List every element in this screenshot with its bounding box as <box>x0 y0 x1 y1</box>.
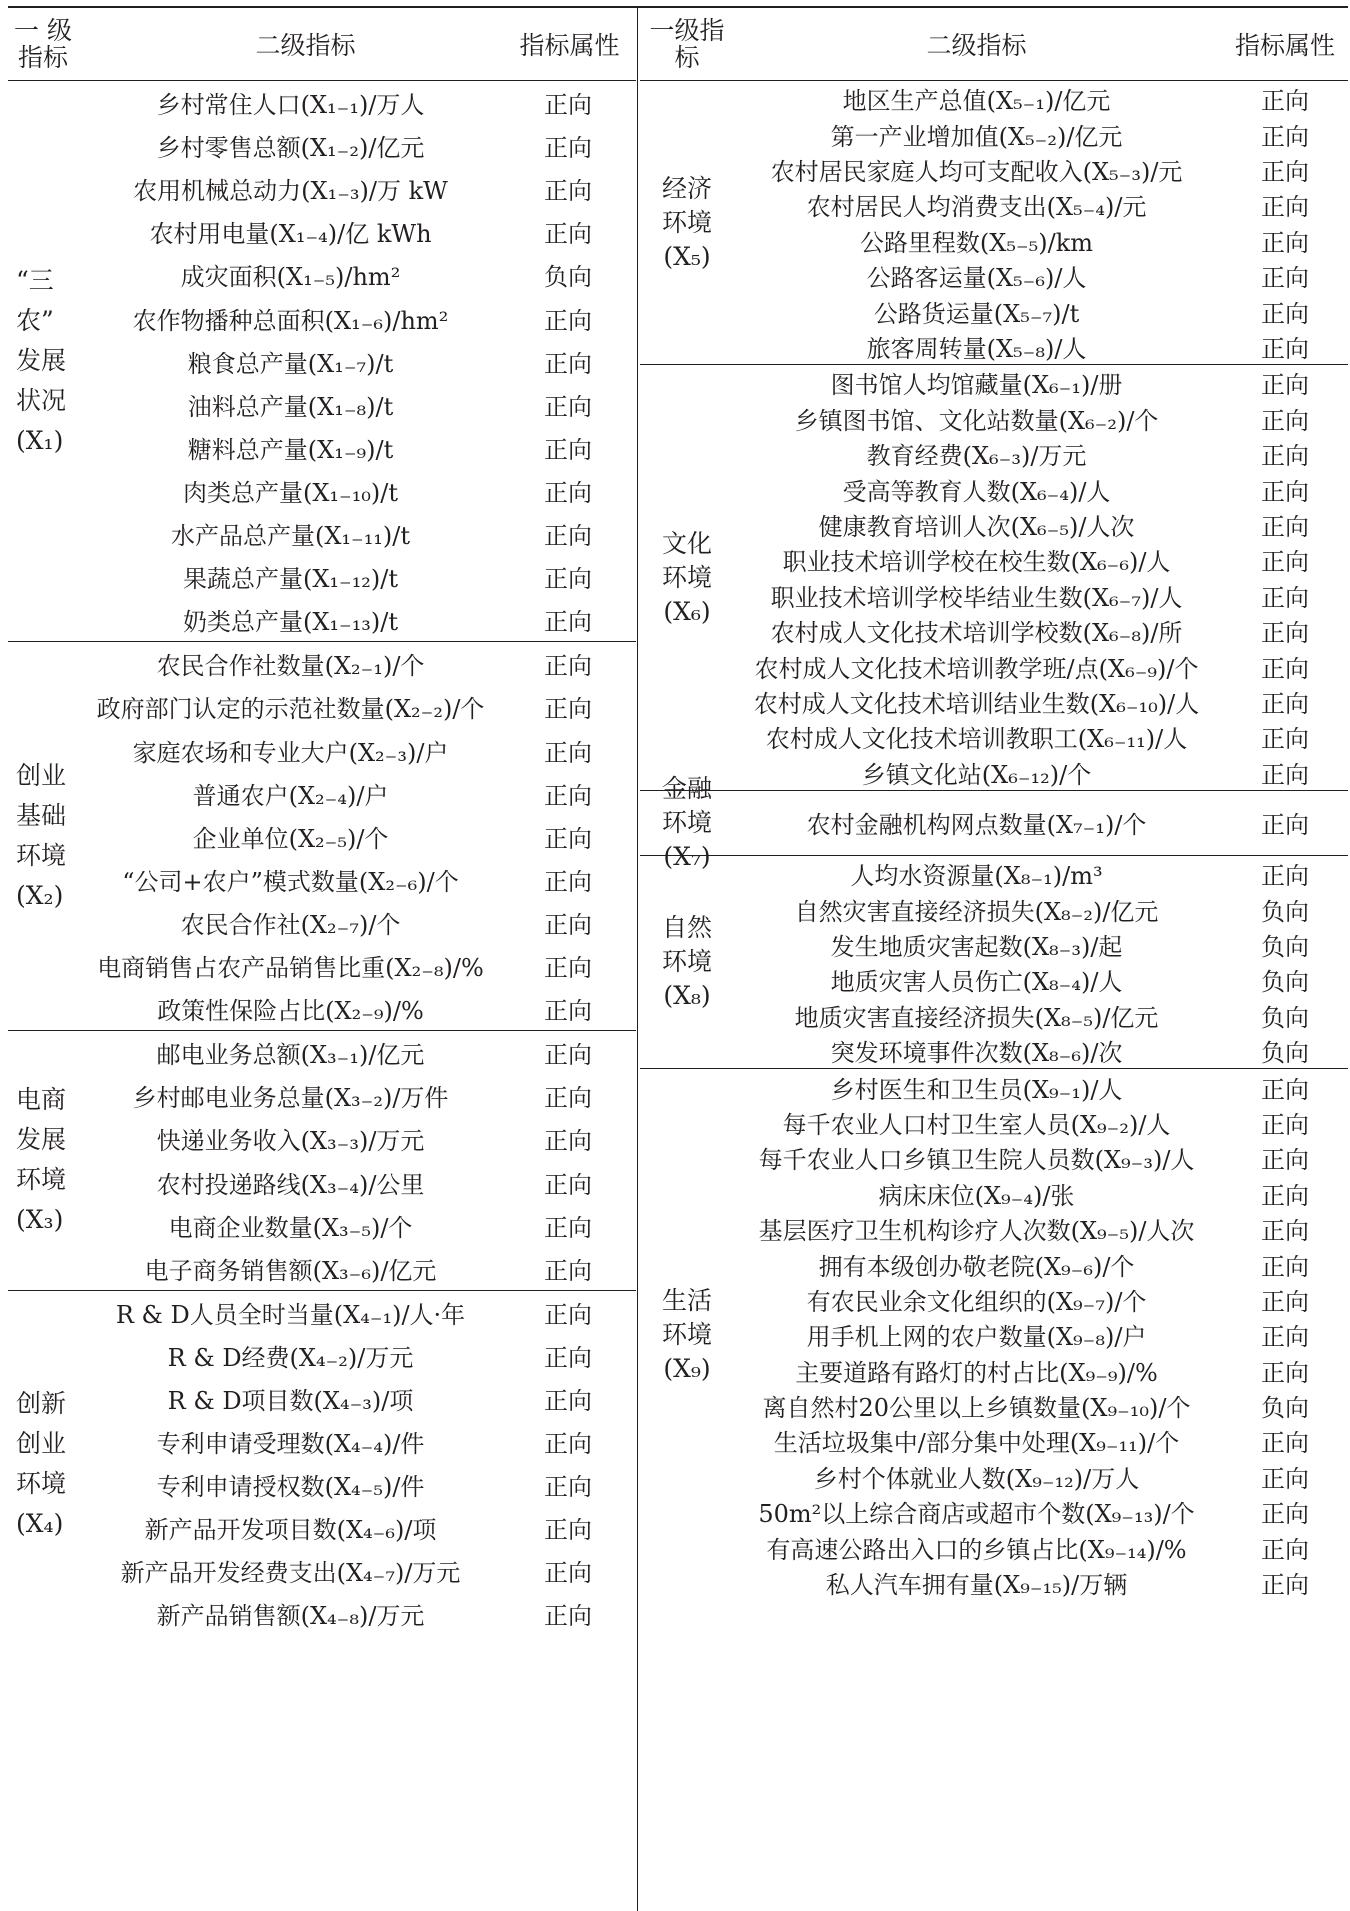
attribute-cell: 正向 <box>544 1300 592 1329</box>
attribute-cell: 正向 <box>544 695 592 724</box>
attribute-cell: 正向 <box>1261 1464 1309 1493</box>
attribute-cell: 正向 <box>1261 371 1309 400</box>
table-row <box>78 1420 636 1463</box>
indicator-cell: 肉类总产量(X₁₋₁₀)/t <box>182 478 399 507</box>
indicator-cell: 生活垃圾集中/部分集中处理(X₉₋₁₁)/个 <box>773 1429 1180 1458</box>
indicator-cell: 农村成人文化技术培训学校数(X₆₋₈)/所 <box>770 619 1183 648</box>
attribute-cell: 正向 <box>1261 1252 1309 1281</box>
attribute-cell: 正向 <box>544 738 592 767</box>
table-row <box>78 815 636 858</box>
table-row <box>734 613 1348 648</box>
table-row <box>78 253 636 296</box>
attribute-cell: 负向 <box>1261 1039 1309 1068</box>
table-row <box>734 1529 1348 1564</box>
group-rows <box>734 1069 1348 1600</box>
indicator-cell: 拥有本级创办敬老院(X₉₋₆)/个 <box>818 1252 1135 1281</box>
attribute-cell: 正向 <box>1261 862 1309 891</box>
table-row <box>78 512 636 555</box>
indicator-cell: 新产品销售额(X₄₋₈)/万元 <box>156 1602 425 1631</box>
attribute-cell: 正向 <box>544 392 592 421</box>
table-row <box>78 383 636 426</box>
group-rows <box>734 81 1348 364</box>
column-separator <box>637 8 638 1911</box>
table-row <box>734 998 1348 1033</box>
attribute-cell: 正向 <box>544 306 592 335</box>
indicator-cell: 农村居民人均消费支出(X₅₋₄)/元 <box>806 193 1147 222</box>
attribute-cell: 正向 <box>1261 760 1309 789</box>
indicator-cell: 私人汽车拥有量(X₉₋₁₅)/万辆 <box>825 1571 1128 1600</box>
table-row <box>734 329 1348 364</box>
table-row <box>734 1459 1348 1494</box>
group-rows <box>78 1291 636 1636</box>
indicator-cell: 农村成人文化技术培训教职工(X₆₋₁₁)/人 <box>765 725 1188 754</box>
table-row <box>734 648 1348 683</box>
indicator-cell: 乡村零售总额(X₁₋₂)/亿元 <box>156 134 425 163</box>
attribute-cell: 正向 <box>544 349 592 378</box>
group-name: “三 农” 发展 状况 (X₁) <box>16 266 67 456</box>
table-row <box>734 578 1348 613</box>
attribute-cell: 负向 <box>1261 968 1309 997</box>
indicator-cell: 发生地质灾害起数(X₈₋₃)/起 <box>830 932 1123 961</box>
indicator-cell: 农作物播种总面积(X₁₋₆)/hm² <box>132 306 449 335</box>
attribute-cell: 正向 <box>1261 442 1309 471</box>
group-rows <box>734 791 1348 855</box>
group-rows <box>734 365 1348 790</box>
table-row <box>78 1549 636 1592</box>
indicator-group <box>8 81 636 642</box>
indicator-cell: 政府部门认定的示范社数量(X₂₋₂)/个 <box>96 695 485 724</box>
indicator-cell: 专利申请受理数(X₄₋₄)/件 <box>156 1430 425 1459</box>
indicator-cell: 旅客周转量(X₅₋₈)/人 <box>866 334 1087 363</box>
table-row <box>734 1176 1348 1211</box>
indicator-cell: 乡村邮电业务总量(X₃₋₂)/万件 <box>132 1084 449 1113</box>
indicator-cell: “公司+农户”模式数量(X₂₋₆)/个 <box>122 867 459 896</box>
indicator-cell: 受高等教育人数(X₆₋₄)/人 <box>842 477 1111 506</box>
attribute-cell: 正向 <box>1261 299 1309 328</box>
indicator-cell: 新产品开发项目数(X₄₋₆)/项 <box>144 1516 437 1545</box>
indicator-cell: 农村投递路线(X₃₋₄)/公里 <box>156 1170 425 1199</box>
attribute-cell: 正向 <box>1261 406 1309 435</box>
attribute-cell: 正向 <box>1261 512 1309 541</box>
indicator-group <box>8 1031 636 1291</box>
attribute-cell: 正向 <box>1261 1500 1309 1529</box>
group-name: 金融 环境(X₇) <box>661 773 712 871</box>
indicator-cell: 普通农户(X₂₋₄)/户 <box>192 781 389 810</box>
indicator-group <box>640 365 1348 791</box>
indicator-cell: 病床床位(X₉₋₄)/张 <box>878 1181 1075 1210</box>
attribute-cell: 正向 <box>544 997 592 1026</box>
table-row <box>78 598 636 641</box>
attribute-cell: 正向 <box>544 1516 592 1545</box>
table-row <box>734 891 1348 926</box>
header-level1: 一级指标 <box>649 16 725 72</box>
table-row <box>734 223 1348 258</box>
attribute-cell: 正向 <box>544 1430 592 1459</box>
indicator-cell: 第一产业增加值(X₅₋₂)/亿元 <box>830 122 1123 151</box>
attribute-cell: 正向 <box>544 608 592 637</box>
attribute-cell: 正向 <box>1261 811 1309 840</box>
indicator-cell: 图书馆人均馆藏量(X₆₋₁)/册 <box>830 371 1123 400</box>
group-name: 文化 环境 (X₆) <box>661 528 712 626</box>
attribute-cell: 正向 <box>1261 1075 1309 1104</box>
attribute-cell: 正向 <box>544 1041 592 1070</box>
attribute-cell: 正向 <box>1261 689 1309 718</box>
attribute-cell: 正向 <box>1261 477 1309 506</box>
indicator-cell: R & D经费(X₄₋₂)/万元 <box>167 1343 414 1372</box>
table-row <box>734 1317 1348 1352</box>
attribute-cell: 正向 <box>544 177 592 206</box>
attribute-cell: 正向 <box>544 910 592 939</box>
table-row <box>734 401 1348 436</box>
indicator-cell: 地区生产总值(X₅₋₁)/亿元 <box>842 87 1111 116</box>
header-level2: 二级指标 <box>255 31 356 60</box>
attribute-cell: 负向 <box>1261 897 1309 926</box>
attribute-cell: 正向 <box>544 521 592 550</box>
attribute-cell: 正向 <box>1261 1358 1309 1387</box>
attribute-cell: 正向 <box>544 1084 592 1113</box>
indicator-cell: 成灾面积(X₁₋₅)/hm² <box>180 263 401 292</box>
header-level2: 二级指标 <box>926 31 1027 60</box>
indicator-cell: 家庭农场和专业大户(X₂₋₃)/户 <box>132 738 449 767</box>
table-row <box>78 1506 636 1549</box>
indicator-cell: 政策性保险占比(X₂₋₉)/% <box>157 997 424 1026</box>
attribute-cell: 正向 <box>1261 1287 1309 1316</box>
indicator-cell: R & D人员全时当量(X₄₋₁)/人·年 <box>115 1300 466 1329</box>
indicator-cell: 有农民业余文化组织的(X₉₋₇)/个 <box>806 1287 1147 1316</box>
attribute-cell: 负向 <box>544 263 592 292</box>
attribute-cell: 正向 <box>544 1602 592 1631</box>
table-row <box>734 1565 1348 1600</box>
indicator-cell: 地质灾害直接经济损失(X₈₋₅)/亿元 <box>794 1003 1159 1032</box>
table-row <box>734 187 1348 222</box>
table-row <box>78 555 636 598</box>
table-row <box>78 81 636 124</box>
indicator-cell: 地质灾害人员伤亡(X₈₋₄)/人 <box>830 968 1123 997</box>
attribute-cell: 正向 <box>544 134 592 163</box>
indicator-cell: 粮食总产量(X₁₋₇)/t <box>187 349 394 378</box>
table-row <box>78 858 636 901</box>
indicator-cell: 油料总产量(X₁₋₈)/t <box>187 392 394 421</box>
indicator-cell: 乡村医生和卫生员(X₉₋₁)/人 <box>830 1075 1123 1104</box>
attribute-cell: 正向 <box>1261 1146 1309 1175</box>
indicator-cell: 乡村个体就业人数(X₉₋₁₂)/万人 <box>813 1464 1140 1493</box>
indicator-cell: 人均水资源量(X₈₋₁)/m³ <box>850 862 1103 891</box>
table-row <box>734 791 1348 855</box>
indicator-cell: 基层医疗卫生机构诊疗人次数(X₉₋₅)/人次 <box>758 1217 1195 1246</box>
table-row <box>734 365 1348 400</box>
attribute-cell: 正向 <box>544 652 592 681</box>
attribute-cell: 负向 <box>1261 932 1309 961</box>
table-row <box>734 1494 1348 1529</box>
indicator-cell: 农村用电量(X₁₋₄)/亿 kWh <box>149 220 432 249</box>
table-row <box>734 1211 1348 1246</box>
attribute-cell: 正向 <box>544 91 592 120</box>
attribute-cell: 正向 <box>1261 1323 1309 1352</box>
attribute-cell: 正向 <box>1261 122 1309 151</box>
attribute-cell: 正向 <box>1261 193 1309 222</box>
table-row <box>734 258 1348 293</box>
indicator-group <box>640 1069 1348 1601</box>
group-name: 经济 环境 (X₅) <box>661 173 712 271</box>
indicator-group <box>8 642 636 1031</box>
indicator-cell: 有高速公路出入口的乡镇占比(X₉₋₁₄)/% <box>766 1535 1187 1564</box>
group-name: 生活 环境 (X₉) <box>661 1286 712 1384</box>
table-row <box>78 210 636 253</box>
table-row <box>734 1282 1348 1317</box>
table-row <box>734 152 1348 187</box>
indicator-cell: 公路货运量(X₅₋₇)/t <box>873 299 1080 328</box>
table-row <box>734 962 1348 997</box>
indicator-cell: 公路里程数(X₅₋₅)/km <box>859 228 1094 257</box>
indicator-cell: 农村居民家庭人均可支配收入(X₅₋₃)/元 <box>770 157 1183 186</box>
table-row <box>734 1388 1348 1423</box>
attribute-cell: 正向 <box>1261 548 1309 577</box>
indicator-cell: 水产品总产量(X₁₋₁₁)/t <box>170 521 411 550</box>
left-header <box>8 8 636 80</box>
attribute-cell: 正向 <box>544 824 592 853</box>
table-row <box>78 426 636 469</box>
group-rows <box>78 1031 636 1290</box>
table-row <box>734 719 1348 754</box>
table-row <box>734 684 1348 719</box>
table-row <box>734 81 1348 116</box>
attribute-cell: 正向 <box>544 478 592 507</box>
table-row <box>78 1334 636 1377</box>
attribute-cell: 正向 <box>544 1213 592 1242</box>
indicator-cell: 50m²以上综合商店或超市个数(X₉₋₁₃)/个 <box>758 1500 1195 1529</box>
indicator-cell: 乡镇文化站(X₆₋₁₂)/个 <box>861 760 1092 789</box>
indicator-cell: 快递业务收入(X₃₋₃)/万元 <box>156 1127 425 1156</box>
attribute-cell: 正向 <box>544 1343 592 1372</box>
indicator-cell: 主要道路有路灯的村占比(X₉₋₉)/% <box>795 1358 1158 1387</box>
table-row <box>78 685 636 728</box>
indicator-cell: 专利申请授权数(X₄₋₅)/件 <box>156 1473 425 1502</box>
table-row <box>734 1069 1348 1104</box>
attribute-cell: 正向 <box>1261 228 1309 257</box>
table-row <box>78 772 636 815</box>
indicator-cell: 农民合作社数量(X₂₋₁)/个 <box>156 652 425 681</box>
indicator-cell: 糖料总产量(X₁₋₉)/t <box>187 435 394 464</box>
right-header <box>640 8 1348 80</box>
indicator-cell: 农用机械总动力(X₁₋₃)/万 kW <box>133 177 448 206</box>
attribute-cell: 正向 <box>544 867 592 896</box>
indicator-cell: 健康教育培训人次(X₆₋₅)/人次 <box>818 512 1135 541</box>
indicator-cell: 突发环境事件次数(X₈₋₆)/次 <box>830 1039 1123 1068</box>
indicator-cell: 职业技术培训学校在校生数(X₆₋₆)/人 <box>782 548 1171 577</box>
attribute-cell: 负向 <box>1261 1394 1309 1423</box>
attribute-cell: 负向 <box>1261 1003 1309 1032</box>
attribute-cell: 正向 <box>544 781 592 810</box>
indicator-cell: 农村成人文化技术培训结业生数(X₆₋₁₀)/人 <box>753 689 1200 718</box>
table-row <box>734 471 1348 506</box>
attribute-cell: 正向 <box>544 1473 592 1502</box>
table-row <box>734 436 1348 471</box>
indicator-cell: 每千农业人口乡镇卫生院人员数(X₉₋₃)/人 <box>758 1146 1195 1175</box>
header-level1: 一 级 指标 <box>14 16 72 72</box>
group-rows <box>78 81 636 641</box>
group-name: 自然 环境 (X₈) <box>661 913 712 1011</box>
indicator-cell: 电子商务销售额(X₃₋₆)/亿元 <box>144 1256 437 1285</box>
indicator-cell: R & D项目数(X₄₋₃)/项 <box>167 1387 414 1416</box>
table-row <box>78 340 636 383</box>
attribute-cell: 正向 <box>544 565 592 594</box>
header-attr: 指标属性 <box>1234 31 1335 60</box>
indicator-cell: 自然灾害直接经济损失(X₈₋₂)/亿元 <box>794 897 1159 926</box>
attribute-cell: 正向 <box>1261 1181 1309 1210</box>
right-panel <box>640 8 1348 1911</box>
table-row <box>78 1463 636 1506</box>
group-name: 电商 发展 环境 (X₃) <box>16 1085 67 1235</box>
right-groups <box>640 81 1348 1601</box>
table-row <box>734 856 1348 891</box>
attribute-cell: 正向 <box>1261 583 1309 612</box>
indicator-cell: 农民合作社(X₂₋₇)/个 <box>180 910 401 939</box>
table-row <box>78 469 636 512</box>
indicator-cell: 新产品开发经费支出(X₄₋₇)/万元 <box>120 1559 461 1588</box>
table-row <box>78 1291 636 1334</box>
table-row <box>78 1204 636 1247</box>
indicator-cell: 电商企业数量(X₃₋₅)/个 <box>168 1213 413 1242</box>
indicator-cell: 职业技术培训学校毕结业生数(X₆₋₇)/人 <box>770 583 1183 612</box>
attribute-cell: 正向 <box>1261 1429 1309 1458</box>
table-row <box>78 167 636 210</box>
attribute-cell: 正向 <box>544 1256 592 1285</box>
indicator-cell: 离自然村20公里以上乡镇数量(X₉₋₁₀)/个 <box>762 1394 1191 1423</box>
table-row <box>734 507 1348 542</box>
attribute-cell: 正向 <box>1261 264 1309 293</box>
table-row <box>78 642 636 685</box>
attribute-cell: 正向 <box>1261 1535 1309 1564</box>
indicator-cell: 电商销售占农产品销售比重(X₂₋₈)/% <box>97 954 484 982</box>
indicator-cell: 教育经费(X₆₋₃)/万元 <box>866 442 1087 471</box>
table-row <box>78 296 636 339</box>
table-row <box>78 1377 636 1420</box>
indicator-cell: 企业单位(X₂₋₅)/个 <box>192 824 389 853</box>
indicator-cell: 乡镇图书馆、文化站数量(X₆₋₂)/个 <box>794 406 1159 435</box>
attribute-cell: 正向 <box>1261 87 1309 116</box>
indicator-cell: 农村金融机构网点数量(X₇₋₁)/个 <box>806 811 1147 840</box>
indicator-group <box>8 1291 636 1637</box>
attribute-cell: 正向 <box>1261 725 1309 754</box>
table-row <box>78 1031 636 1074</box>
indicator-group <box>640 856 1348 1069</box>
attribute-cell: 正向 <box>544 220 592 249</box>
table-row <box>78 1160 636 1203</box>
table-row <box>734 116 1348 151</box>
table-row <box>78 124 636 167</box>
attribute-cell: 正向 <box>1261 157 1309 186</box>
table-row <box>78 1592 636 1635</box>
indicator-cell: 农村成人文化技术培训教学班/点(X₆₋₉)/个 <box>754 654 1199 683</box>
attribute-cell: 正向 <box>544 435 592 464</box>
attribute-cell: 正向 <box>1261 1217 1309 1246</box>
group-rows <box>78 642 636 1030</box>
table-row <box>78 944 636 987</box>
indicator-cell: 邮电业务总额(X₃₋₁)/亿元 <box>156 1041 425 1070</box>
indicator-cell: 果蔬总产量(X₁₋₁₂)/t <box>182 565 399 594</box>
attribute-cell: 正向 <box>1261 1571 1309 1600</box>
indicator-cell: 用手机上网的农户数量(X₉₋₈)/户 <box>806 1323 1147 1352</box>
attribute-cell: 正向 <box>544 1559 592 1588</box>
indicator-cell: 乡村常住人口(X₁₋₁)/万人 <box>156 91 425 120</box>
indicator-cell: 奶类总产量(X₁₋₁₃)/t <box>182 608 399 637</box>
table-row <box>78 728 636 771</box>
indicator-cell: 公路客运量(X₅₋₆)/人 <box>866 264 1087 293</box>
left-panel <box>8 8 636 1911</box>
table-row <box>734 754 1348 789</box>
table-row <box>734 1140 1348 1175</box>
table-row <box>78 901 636 944</box>
attribute-cell: 正向 <box>1261 334 1309 363</box>
table-row <box>734 293 1348 328</box>
group-name: 创业 基础 环境 (X₂) <box>16 761 67 911</box>
group-rows <box>734 856 1348 1068</box>
attribute-cell: 正向 <box>544 1170 592 1199</box>
attribute-cell: 正向 <box>1261 1110 1309 1139</box>
table-row <box>78 987 636 1030</box>
table-row <box>78 1074 636 1117</box>
table-row <box>734 1033 1348 1068</box>
table-row <box>734 1423 1348 1458</box>
table-row <box>734 1105 1348 1140</box>
attribute-cell: 正向 <box>544 954 592 982</box>
attribute-cell: 正向 <box>544 1127 592 1156</box>
table-row <box>78 1117 636 1160</box>
attribute-cell: 正向 <box>544 1387 592 1416</box>
table-row <box>734 927 1348 962</box>
attribute-cell: 正向 <box>1261 619 1309 648</box>
left-groups <box>8 81 636 1637</box>
table-row <box>78 1247 636 1290</box>
attribute-cell: 正向 <box>1261 654 1309 683</box>
table-row <box>734 1246 1348 1281</box>
table-row <box>734 1353 1348 1388</box>
group-name: 创新 创业 环境 (X₄) <box>16 1388 67 1538</box>
indicator-group <box>640 81 1348 365</box>
header-attr: 指标属性 <box>519 31 620 60</box>
indicator-cell: 每千农业人口村卫生室人员(X₉₋₂)/人 <box>782 1110 1171 1139</box>
table-row <box>734 542 1348 577</box>
